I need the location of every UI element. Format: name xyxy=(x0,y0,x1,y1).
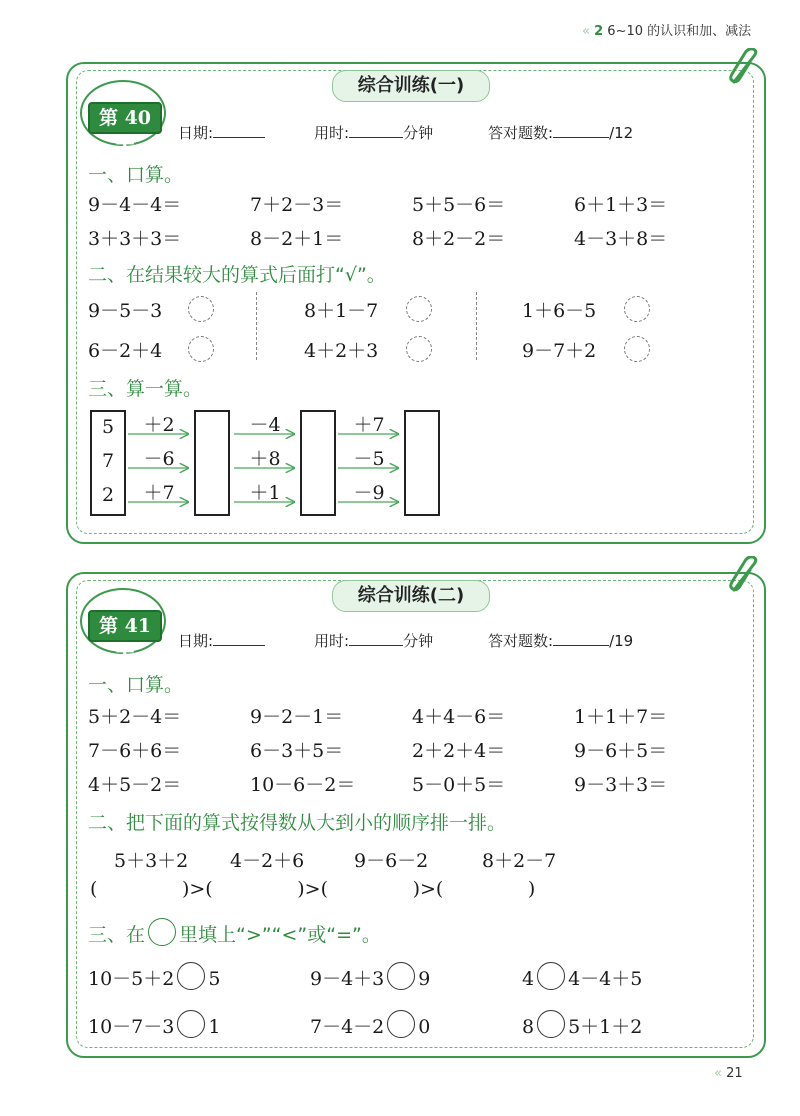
start-number: 2 xyxy=(101,484,115,506)
equation: 4－3＋8＝ xyxy=(574,228,668,250)
score-total: /19 xyxy=(609,632,634,650)
compare-item xyxy=(310,1010,430,1039)
day41-score xyxy=(488,630,633,651)
equation: 1＋1＋7＝ xyxy=(574,706,668,728)
double-chevron-left-icon: « xyxy=(582,24,590,39)
equation: 9－4－4＝ xyxy=(88,194,182,216)
time-label: 用时: xyxy=(314,124,350,142)
page-number: 21 xyxy=(726,1066,743,1081)
time-label: 用时: xyxy=(314,632,350,650)
day41-badge xyxy=(80,588,166,665)
compare-left: 9－4＋3 xyxy=(310,968,385,990)
score-label: 答对题数: xyxy=(488,124,554,142)
page-footer xyxy=(714,1066,743,1081)
compare-item xyxy=(88,962,220,991)
equation: 5＋2－4＝ xyxy=(88,706,182,728)
compare-left: 4 xyxy=(522,968,535,990)
compare-expression: 4＋2＋3 xyxy=(304,340,379,362)
equation: 8－2＋1＝ xyxy=(250,228,344,250)
operation-label: ＋1 xyxy=(249,482,281,504)
score-label: 答对题数: xyxy=(488,632,554,650)
compare-expression: 9－5－3 xyxy=(88,300,163,322)
time-blank[interactable] xyxy=(349,631,403,646)
compare-right: 4－4＋5 xyxy=(568,968,643,990)
compare-left: 10－7－3 xyxy=(88,1016,175,1038)
double-chevron-left-icon: « xyxy=(714,1066,722,1081)
start-number: 7 xyxy=(101,450,115,472)
equation: 7＋2－3＝ xyxy=(250,194,344,216)
compare-item xyxy=(88,1010,220,1039)
day41-date xyxy=(178,630,265,651)
day41-section2-title: 二、把下面的算式按得数从大到小的顺序排一排。 xyxy=(88,812,507,834)
operation-label: －4 xyxy=(249,414,281,436)
day41-time xyxy=(314,630,433,651)
equation: 2＋2＋4＝ xyxy=(412,740,506,762)
day41-section3-title xyxy=(88,918,381,947)
equation: 9－2－1＝ xyxy=(250,706,344,728)
date-label: 日期: xyxy=(178,632,214,650)
equation: 3＋3＋3＝ xyxy=(88,228,182,250)
day41-title: 综合训练(二) xyxy=(332,580,490,612)
paperclip-icon xyxy=(728,556,764,596)
compare-left: 7－4－2 xyxy=(310,1016,385,1038)
time-unit: 分钟 xyxy=(403,632,434,650)
date-blank[interactable] xyxy=(213,631,265,646)
compare-item xyxy=(522,962,642,991)
operation-label: －9 xyxy=(353,482,385,504)
compare-left: 8 xyxy=(522,1016,535,1038)
compare-right: 0 xyxy=(418,1016,431,1038)
date-label: 日期: xyxy=(178,124,214,142)
equation: 4＋4－6＝ xyxy=(412,706,506,728)
compare-expression: 1＋6－5 xyxy=(522,300,597,322)
order-expression: 4－2＋6 xyxy=(230,850,305,872)
equation: 9－3＋3＝ xyxy=(574,774,668,796)
compare-expression: 8＋1－7 xyxy=(304,300,379,322)
score-total: /12 xyxy=(609,124,634,142)
compare-right: 1 xyxy=(208,1016,221,1038)
compare-right: 9 xyxy=(418,968,431,990)
circle-icon xyxy=(148,918,176,946)
day41-badge-label: 第 41 天 xyxy=(88,610,162,642)
compare-right: 5 xyxy=(208,968,221,990)
order-expression: 5＋3＋2 xyxy=(114,850,189,872)
compare-expression: 9－7＋2 xyxy=(522,340,597,362)
compare-item xyxy=(522,1010,642,1039)
equation: 10－6－2＝ xyxy=(250,774,356,796)
answer-circle[interactable] xyxy=(537,1010,565,1038)
order-expression: 8＋2－7 xyxy=(482,850,557,872)
operation-label: －6 xyxy=(143,448,175,470)
day40-title: 综合训练(一) xyxy=(332,70,490,102)
order-expression: 9－6－2 xyxy=(354,850,429,872)
equation: 7－6＋6＝ xyxy=(88,740,182,762)
day40-badge-label: 第 40 天 xyxy=(88,102,162,134)
section3-suffix: 里填上“>”“<”或“=”。 xyxy=(179,924,381,946)
equation: 5－0＋5＝ xyxy=(412,774,506,796)
operation-label: －5 xyxy=(353,448,385,470)
start-number: 5 xyxy=(101,416,115,438)
operation-label: ＋7 xyxy=(143,482,175,504)
answer-circle[interactable] xyxy=(387,1010,415,1038)
answer-circle[interactable] xyxy=(537,962,565,990)
day40-section3-title: 三、算一算。 xyxy=(88,378,203,400)
equation: 6＋1＋3＝ xyxy=(574,194,668,216)
answer-circle[interactable] xyxy=(387,962,415,990)
answer-circle[interactable] xyxy=(177,1010,205,1038)
day41-section1-title: 一、口算。 xyxy=(88,674,184,696)
time-unit: 分钟 xyxy=(403,124,434,142)
day40-section2-title: 二、在结果较大的算式后面打“√”。 xyxy=(88,264,386,286)
equation: 6－3＋5＝ xyxy=(250,740,344,762)
day40-section1-title: 一、口算。 xyxy=(88,164,184,186)
operation-label: ＋2 xyxy=(143,414,175,436)
score-blank[interactable] xyxy=(553,631,609,646)
chapter-number: 2 xyxy=(594,24,604,39)
compare-expression: 6－2＋4 xyxy=(88,340,163,362)
order-answer-line[interactable]: ( )>( )>( )>( ) xyxy=(90,878,536,900)
chapter-title: 6~10 的认识和加、减法 xyxy=(607,24,752,39)
equation: 9－6＋5＝ xyxy=(574,740,668,762)
equation: 4＋5－2＝ xyxy=(88,774,182,796)
answer-circle[interactable] xyxy=(177,962,205,990)
section3-prefix: 三、在 xyxy=(88,924,146,946)
compare-item xyxy=(310,962,430,991)
equation: 8＋2－2＝ xyxy=(412,228,506,250)
operation-label: ＋7 xyxy=(353,414,385,436)
equation: 5＋5－6＝ xyxy=(412,194,506,216)
operation-label: ＋8 xyxy=(249,448,281,470)
compare-right: 5＋1＋2 xyxy=(568,1016,643,1038)
compare-left: 10－5＋2 xyxy=(88,968,175,990)
